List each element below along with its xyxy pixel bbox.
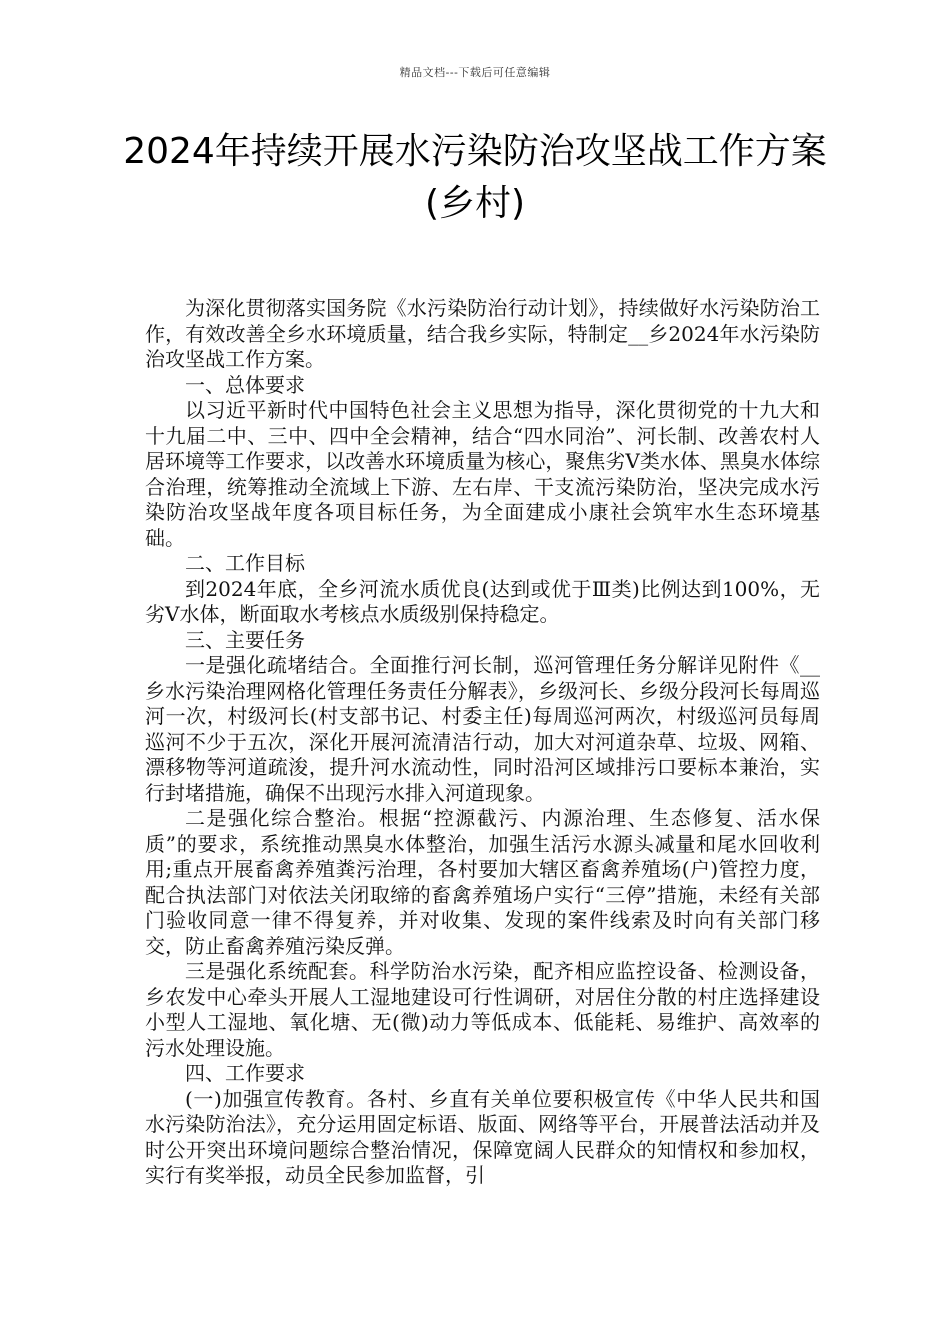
intro-paragraph: 为深化贯彻落实国务院《水污染防治行动计划》，持续做好水污染防治工作，有效改善全乡水环境质量，结合我乡实际，特制定__乡2024年水污染防治攻坚战工作方案。: [145, 296, 820, 371]
task-paragraph-2: 二是强化综合整治。根据“控源截污、内源治理、生态修复、活水保质”的要求，系统推动黑臭水体整治，加强生活污水源头减量和尾水回收利用;重点开展畜禽养殖粪污治理，各村要加大辖区畜禽养殖场(户)管控力度，配合执法部门对依法关闭取缔的畜禽养殖场户实行“三停”措施，未经有关部门验收同意一律不得复养，并对收集、发现的案件线索及时向有关部门移交，防止畜禽养殖污染反弹。: [145, 806, 820, 958]
section-heading-general: 一、总体要求: [185, 372, 305, 397]
goals-paragraph: 到2024年底，全乡河流水质优良(达到或优于Ⅲ类)比例达到100%，无劣Ⅴ水体，断面取水考核点水质级别保持稳定。: [145, 576, 820, 626]
document-title: 2024年持续开展水污染防治攻坚战工作方案(乡村): [123, 131, 827, 224]
header-note: 精品文档---下载后可任意编辑: [399, 66, 551, 79]
task-paragraph-3: 三是强化系统配套。科学防治水污染，配齐相应监控设备、检测设备，乡农发中心牵头开展人工湿地建设可行性调研，对居住分散的村庄选择建设小型人工湿地、氧化塘、无(微)动力等低成本、低能耗、易维护、高效率的污水处理设施。: [145, 959, 820, 1060]
section-heading-requirements: 四、工作要求: [185, 1061, 305, 1085]
task-paragraph-1: 一是强化疏堵结合。全面推行河长制，巡河管理任务分解详见附件《__乡水污染治理网格化管理任务责任分解表》，乡级河长、乡级分段河长每周巡河一次，村级河长(村支部书记、村委主任)每周巡河两次，村级巡河员每周巡河不少于五次，深化开展河流清洁行动，加大对河道杂草、垃圾、网箱、漂移物等河道疏浚，提升河水流动性，同时沿河区域排污口要标本兼治，实行封堵措施，确保不出现污水排入河道现象。: [145, 653, 820, 805]
section-heading-goals: 二、工作目标: [185, 551, 305, 575]
requirements-paragraph-1: (一)加强宣传教育。各村、乡直有关单位要积极宣传《中华人民共和国水污染防治法》，充分运用固定标语、版面、网络等平台，开展普法活动并及时公开突出环境问题综合整治情况，保障宽阔人民群众的知情权和参加权，实行有奖举报，动员全民参加监督，引: [145, 1086, 820, 1187]
section-heading-tasks: 三、主要任务: [185, 627, 305, 652]
document-body: [145, 296, 820, 1189]
general-requirements-paragraph: 以习近平新时代中国特色社会主义思想为指导，深化贯彻党的十九大和十九届二中、三中、四中全会精神，结合“四水同治”、河长制、改善农村人居环境等工作要求，以改善水环境质量为核心，聚焦劣Ⅴ类水体、黑臭水体综合治理，统筹推动全流域上下游、左右岸、干支流污染防治，坚决完成水污染防治攻坚战年度各项目标任务，为全面建成小康社会筑牢水生态环境基础。: [145, 398, 820, 550]
